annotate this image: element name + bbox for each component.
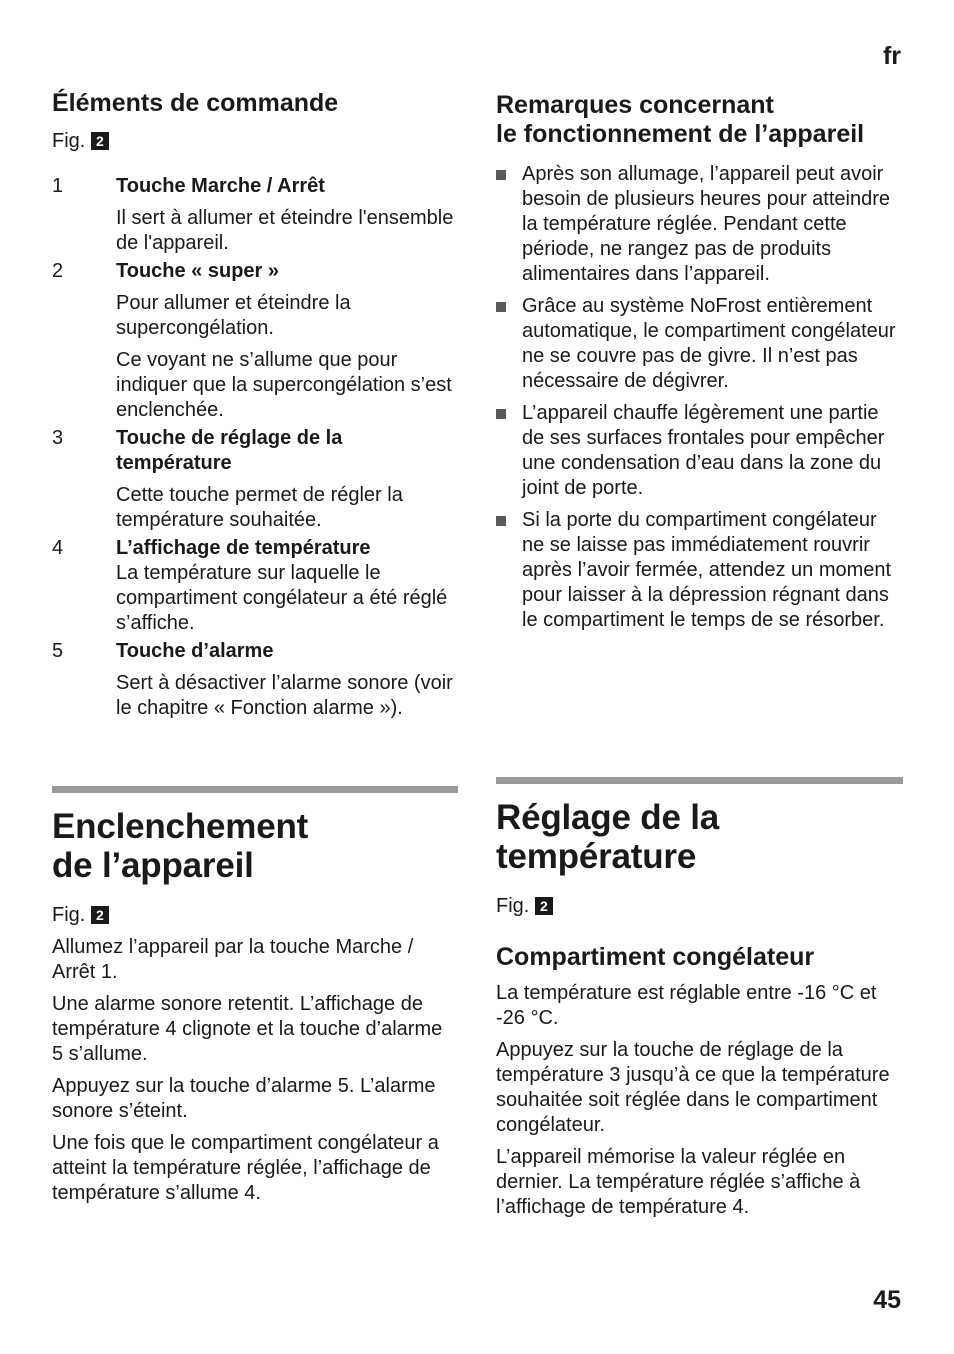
item-desc: Ce voyant ne s’allume que pour indiquer que la supercongélation s’est enclenchée. xyxy=(116,349,452,421)
bullet-text: Après son allumage, l’appareil peut avoir besoin de plusieurs heures pour atteindre la température réglée. Pendant cette période, ne rangez pas de produits alimentaires dans l’appareil. xyxy=(522,163,891,285)
fig-number-badge: 2 xyxy=(91,906,109,924)
item-title: Touche de réglage de la température xyxy=(116,427,343,474)
notes-section xyxy=(496,91,903,633)
fig-label: Fig. xyxy=(52,130,86,152)
switch-on-section xyxy=(52,786,458,1206)
controls-section xyxy=(52,89,458,721)
heading-line: de l’appareil xyxy=(52,846,254,885)
bullet-item xyxy=(496,508,903,633)
page-number: 45 xyxy=(873,1286,901,1314)
language-code: fr xyxy=(882,42,901,70)
paragraph: La température est réglable entre -16 °C et -26 °C. xyxy=(496,982,877,1029)
freezer-subheading: Compartiment congélateur xyxy=(496,943,815,971)
fig-label: Fig. xyxy=(496,895,530,917)
controls-heading: Éléments de commande xyxy=(52,89,339,117)
notes-heading xyxy=(496,91,903,149)
item-title: Touche d’alarme xyxy=(116,640,274,662)
section-rule xyxy=(496,777,903,784)
bullet-item xyxy=(496,294,903,394)
temperature-heading xyxy=(496,798,903,876)
control-item-4 xyxy=(52,536,458,636)
bullet-text: L’appareil chauffe légèrement une partie de ses surfaces frontales pour empêcher une condensation d’eau dans la zone du joint de porte. xyxy=(522,402,885,499)
bullet-square-icon xyxy=(496,516,506,526)
bullet-text: Si la porte du compartiment congélateur ne se laisse pas immédiatement rouvrir après l’avoir fermée, attendez un moment pour laisser à la dépression régnant dans le compartiment le temps de se résorber. xyxy=(522,509,892,631)
item-title: L’affichage de température xyxy=(116,537,371,559)
heading-line: Enclenchement xyxy=(52,807,309,846)
paragraph: L’appareil mémorise la valeur réglée en dernier. La température réglée s’affiche à l’affichage de température 4. xyxy=(496,1146,861,1218)
paragraph: Une fois que le compartiment congélateur a atteint la température réglée, l’affichage de température s’allume 4. xyxy=(52,1132,439,1204)
heading-line: température xyxy=(496,837,697,876)
heading-line: le fonctionnement de l’appareil xyxy=(496,120,865,148)
item-title: Touche « super » xyxy=(116,260,280,282)
heading-line: Réglage de la xyxy=(496,798,720,837)
bullet-square-icon xyxy=(496,170,506,180)
fig-number-badge: 2 xyxy=(535,897,553,915)
paragraph: Appuyez sur la touche d’alarme 5. L’alarme sonore s’éteint. xyxy=(52,1075,436,1122)
section-rule xyxy=(52,786,458,793)
bullet-square-icon xyxy=(496,409,506,419)
switch-on-fig-ref xyxy=(52,903,458,928)
item-desc: La température sur laquelle le compartiment congélateur a été réglé s’affiche. xyxy=(116,562,448,634)
item-desc: Cette touche permet de régler la température souhaitée. xyxy=(116,484,403,531)
bullet-item xyxy=(496,401,903,501)
paragraph: Appuyez sur la touche de réglage de la température 3 jusqu’à ce que la température souhaitée soit réglée dans le compartiment congélateur. xyxy=(496,1039,890,1136)
control-item-5 xyxy=(52,639,458,721)
temperature-fig-ref xyxy=(496,894,903,919)
switch-on-heading xyxy=(52,807,458,885)
paragraph: Une alarme sonore retentit. L’affichage de température 4 clignote et la touche d’alarme 5 s’allume. xyxy=(52,993,443,1065)
item-number: 1 xyxy=(52,175,64,197)
paragraph: Allumez l’appareil par la touche Marche / Arrêt 1. xyxy=(52,936,414,983)
heading-line: Remarques concernant xyxy=(496,91,774,119)
bullet-text: Grâce au système NoFrost entièrement automatique, le compartiment congélateur ne se couvre pas de givre. Il n’est pas nécessaire de dégivrer. xyxy=(522,295,896,392)
fig-number-badge: 2 xyxy=(91,132,109,150)
item-number: 5 xyxy=(52,640,64,662)
control-item-2 xyxy=(52,259,458,423)
bullet-item xyxy=(496,162,903,287)
control-item-1 xyxy=(52,174,458,256)
item-title: Touche Marche / Arrêt xyxy=(116,175,325,197)
item-number: 4 xyxy=(52,537,64,559)
temperature-section xyxy=(496,777,903,1220)
item-desc: Sert à désactiver l’alarme sonore (voir le chapitre « Fonction alarme »). xyxy=(116,672,453,719)
fig-label: Fig. xyxy=(52,904,86,926)
item-desc: Pour allumer et éteindre la supercongélation. xyxy=(116,292,351,339)
item-number: 2 xyxy=(52,260,64,282)
item-desc: Il sert à allumer et éteindre l'ensemble de l'appareil. xyxy=(116,207,454,254)
bullet-square-icon xyxy=(496,302,506,312)
control-item-3 xyxy=(52,426,458,533)
controls-fig-ref xyxy=(52,129,458,154)
item-number: 3 xyxy=(52,427,64,449)
